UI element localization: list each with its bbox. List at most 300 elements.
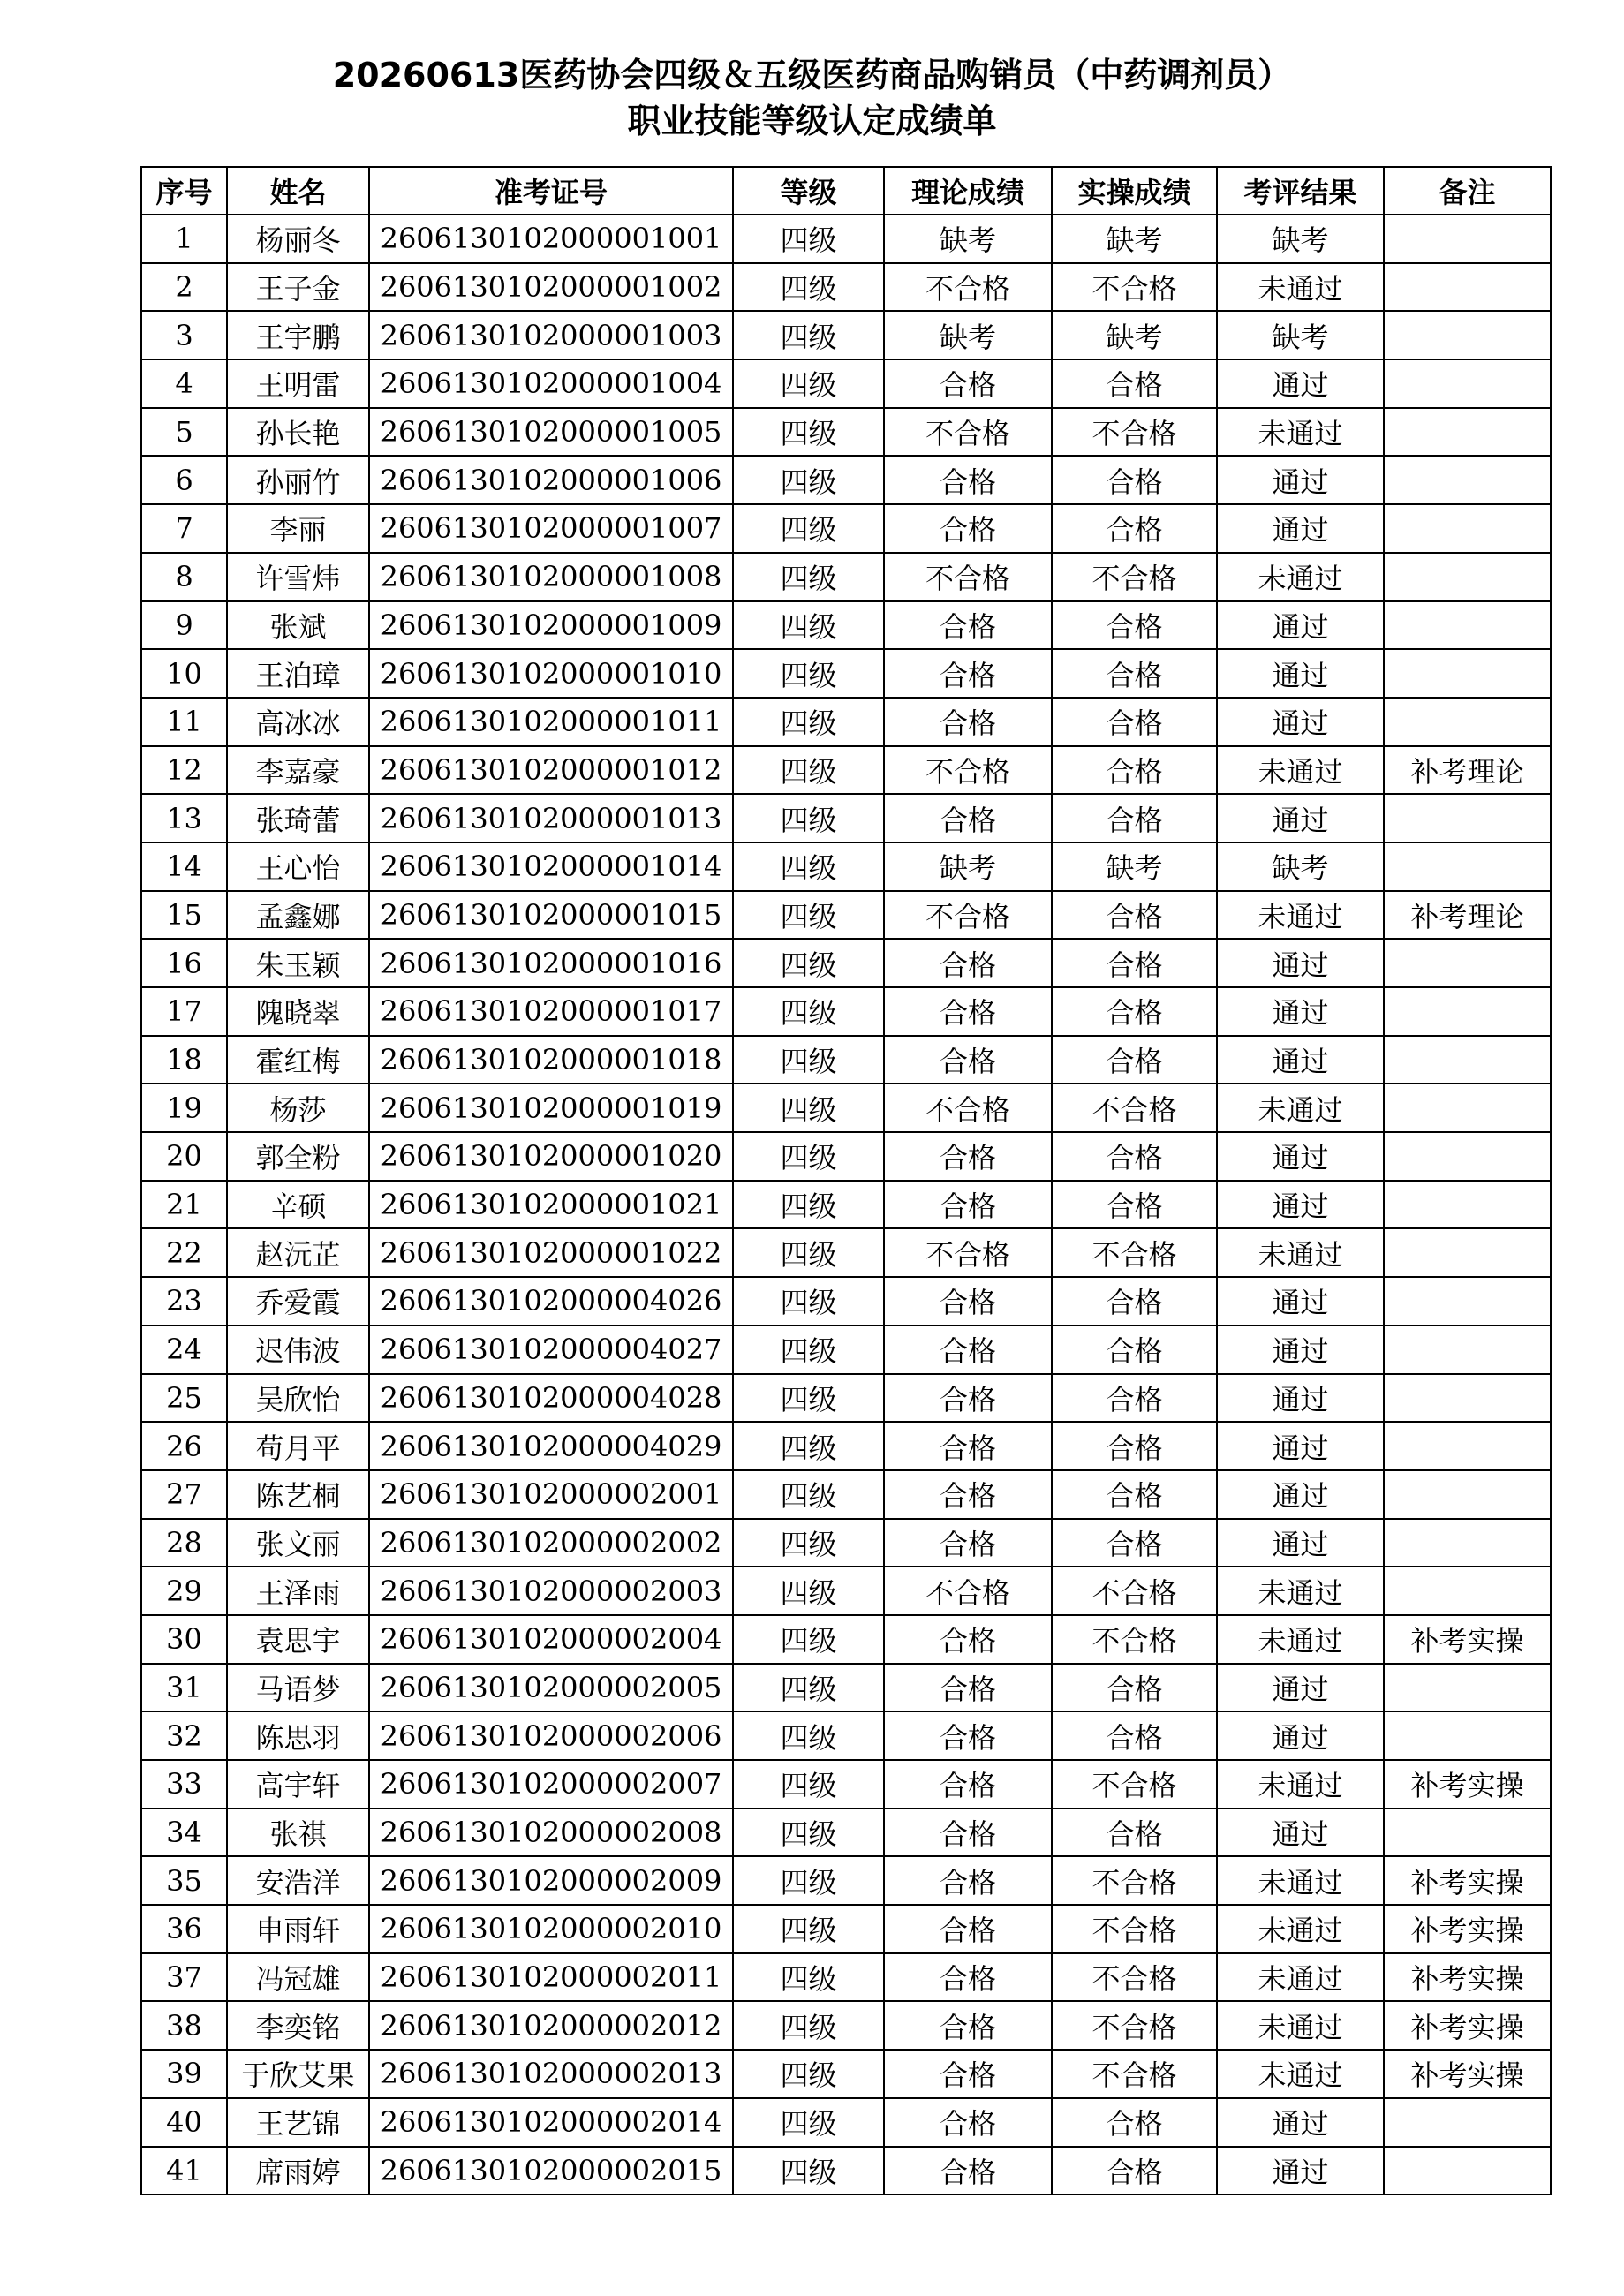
- exam-id-cell: 2606130102000002001: [369, 1470, 733, 1519]
- name-cell: 辛硕: [227, 1181, 369, 1229]
- table-row: [141, 263, 1551, 312]
- seq-cell: 33: [141, 1760, 227, 1809]
- seq-cell: 3: [141, 311, 227, 359]
- exam-id-cell: 2606130102000001016: [369, 939, 733, 987]
- name-cell: 朱玉颖: [227, 939, 369, 987]
- exam-id-cell: 2606130102000002005: [369, 1664, 733, 1712]
- seq-cell: 27: [141, 1470, 227, 1519]
- result-cell: 通过: [1217, 939, 1384, 987]
- remark-cell: 补考实操: [1384, 1905, 1551, 1953]
- theory-cell: 不合格: [884, 891, 1052, 940]
- table-body: [141, 215, 1551, 2194]
- practical-cell: 合格: [1052, 2147, 1217, 2195]
- remark-cell: 补考实操: [1384, 1856, 1551, 1905]
- result-cell: 通过: [1217, 987, 1384, 1036]
- table-row: [141, 987, 1551, 1036]
- result-cell: 未通过: [1217, 263, 1384, 312]
- result-cell: 通过: [1217, 698, 1384, 746]
- remark-cell: [1384, 842, 1551, 891]
- table-row: [141, 1905, 1551, 1953]
- level-cell: 四级: [733, 311, 884, 359]
- table-row: [141, 2147, 1551, 2195]
- table-row: [141, 456, 1551, 504]
- table-row: [141, 939, 1551, 987]
- remark-cell: [1384, 1470, 1551, 1519]
- level-cell: 四级: [733, 1084, 884, 1132]
- remark-cell: [1384, 1132, 1551, 1181]
- exam-id-cell: 2606130102000002012: [369, 2001, 733, 2050]
- seq-cell: 5: [141, 408, 227, 457]
- practical-cell: 不合格: [1052, 2001, 1217, 2050]
- name-cell: 赵沅芷: [227, 1228, 369, 1277]
- seq-cell: 4: [141, 359, 227, 408]
- practical-cell: 合格: [1052, 1325, 1217, 1374]
- practical-cell: 不合格: [1052, 1905, 1217, 1953]
- table-row: [141, 698, 1551, 746]
- name-cell: 袁思宇: [227, 1615, 369, 1664]
- table-row: [141, 1470, 1551, 1519]
- level-cell: 四级: [733, 359, 884, 408]
- practical-cell: 合格: [1052, 2098, 1217, 2147]
- level-cell: 四级: [733, 1325, 884, 1374]
- practical-cell: 合格: [1052, 698, 1217, 746]
- name-cell: 迟伟波: [227, 1325, 369, 1374]
- table-row: [141, 1084, 1551, 1132]
- theory-cell: 不合格: [884, 1567, 1052, 1615]
- table-row: [141, 746, 1551, 795]
- practical-cell: 合格: [1052, 601, 1217, 650]
- theory-cell: 合格: [884, 1519, 1052, 1567]
- practical-cell: 不合格: [1052, 1856, 1217, 1905]
- practical-cell: 合格: [1052, 504, 1217, 553]
- exam-id-cell: 2606130102000001009: [369, 601, 733, 650]
- name-cell: 隗晓翠: [227, 987, 369, 1036]
- table-row: [141, 1809, 1551, 1857]
- name-cell: 王泽雨: [227, 1567, 369, 1615]
- remark-cell: [1384, 504, 1551, 553]
- result-cell: 未通过: [1217, 1856, 1384, 1905]
- col-header-practical: 实操成绩: [1052, 167, 1217, 215]
- result-cell: 通过: [1217, 359, 1384, 408]
- theory-cell: 合格: [884, 1325, 1052, 1374]
- exam-id-cell: 2606130102000001019: [369, 1084, 733, 1132]
- level-cell: 四级: [733, 1664, 884, 1712]
- remark-cell: [1384, 1036, 1551, 1084]
- level-cell: 四级: [733, 1277, 884, 1325]
- exam-id-cell: 2606130102000001017: [369, 987, 733, 1036]
- name-cell: 李嘉豪: [227, 746, 369, 795]
- result-cell: 通过: [1217, 456, 1384, 504]
- remark-cell: [1384, 1084, 1551, 1132]
- theory-cell: 不合格: [884, 553, 1052, 601]
- table-row: [141, 1325, 1551, 1374]
- level-cell: 四级: [733, 2050, 884, 2098]
- result-cell: 通过: [1217, 794, 1384, 842]
- result-cell: 缺考: [1217, 215, 1384, 263]
- level-cell: 四级: [733, 601, 884, 650]
- exam-id-cell: 2606130102000002009: [369, 1856, 733, 1905]
- seq-cell: 31: [141, 1664, 227, 1712]
- exam-id-cell: 2606130102000001002: [369, 263, 733, 312]
- exam-id-cell: 2606130102000001018: [369, 1036, 733, 1084]
- practical-cell: 合格: [1052, 1470, 1217, 1519]
- remark-cell: [1384, 1277, 1551, 1325]
- practical-cell: 不合格: [1052, 2050, 1217, 2098]
- level-cell: 四级: [733, 746, 884, 795]
- level-cell: 四级: [733, 1132, 884, 1181]
- remark-cell: [1384, 1519, 1551, 1567]
- practical-cell: 合格: [1052, 359, 1217, 408]
- remark-cell: [1384, 215, 1551, 263]
- name-cell: 冯冠雄: [227, 1953, 369, 2002]
- remark-cell: [1384, 601, 1551, 650]
- practical-cell: 不合格: [1052, 408, 1217, 457]
- level-cell: 四级: [733, 2001, 884, 2050]
- remark-cell: [1384, 2147, 1551, 2195]
- practical-cell: 合格: [1052, 1181, 1217, 1229]
- name-cell: 王明雷: [227, 359, 369, 408]
- level-cell: 四级: [733, 1905, 884, 1953]
- theory-cell: 合格: [884, 2001, 1052, 2050]
- seq-cell: 22: [141, 1228, 227, 1277]
- level-cell: 四级: [733, 698, 884, 746]
- theory-cell: 合格: [884, 1953, 1052, 2002]
- result-cell: 未通过: [1217, 1905, 1384, 1953]
- exam-id-cell: 2606130102000001022: [369, 1228, 733, 1277]
- practical-cell: 合格: [1052, 1711, 1217, 1760]
- level-cell: 四级: [733, 1422, 884, 1470]
- name-cell: 安浩洋: [227, 1856, 369, 1905]
- table-row: [141, 1277, 1551, 1325]
- practical-cell: 合格: [1052, 1277, 1217, 1325]
- seq-cell: 37: [141, 1953, 227, 2002]
- seq-cell: 29: [141, 1567, 227, 1615]
- name-cell: 张文丽: [227, 1519, 369, 1567]
- theory-cell: 合格: [884, 1711, 1052, 1760]
- result-cell: 通过: [1217, 1470, 1384, 1519]
- remark-cell: [1384, 649, 1551, 698]
- seq-cell: 39: [141, 2050, 227, 2098]
- result-cell: 未通过: [1217, 1760, 1384, 1809]
- exam-id-cell: 2606130102000001013: [369, 794, 733, 842]
- theory-cell: 合格: [884, 1036, 1052, 1084]
- practical-cell: 合格: [1052, 1664, 1217, 1712]
- name-cell: 张斌: [227, 601, 369, 650]
- remark-cell: [1384, 1422, 1551, 1470]
- table-row: [141, 1519, 1551, 1567]
- remark-cell: [1384, 939, 1551, 987]
- level-cell: 四级: [733, 1711, 884, 1760]
- level-cell: 四级: [733, 1470, 884, 1519]
- theory-cell: 合格: [884, 1615, 1052, 1664]
- theory-cell: 不合格: [884, 408, 1052, 457]
- seq-cell: 13: [141, 794, 227, 842]
- col-header-level: 等级: [733, 167, 884, 215]
- exam-id-cell: 2606130102000001021: [369, 1181, 733, 1229]
- practical-cell: 缺考: [1052, 215, 1217, 263]
- name-cell: 杨丽冬: [227, 215, 369, 263]
- seq-cell: 16: [141, 939, 227, 987]
- table-row: [141, 1760, 1551, 1809]
- exam-id-cell: 2606130102000002006: [369, 1711, 733, 1760]
- exam-id-cell: 2606130102000001014: [369, 842, 733, 891]
- name-cell: 郭全粉: [227, 1132, 369, 1181]
- exam-id-cell: 2606130102000002011: [369, 1953, 733, 2002]
- theory-cell: 合格: [884, 794, 1052, 842]
- practical-cell: 缺考: [1052, 311, 1217, 359]
- theory-cell: 合格: [884, 504, 1052, 553]
- theory-cell: 合格: [884, 1181, 1052, 1229]
- col-header-theory: 理论成绩: [884, 167, 1052, 215]
- exam-id-cell: 2606130102000002008: [369, 1809, 733, 1857]
- name-cell: 张琦蕾: [227, 794, 369, 842]
- exam-id-cell: 2606130102000002014: [369, 2098, 733, 2147]
- seq-cell: 12: [141, 746, 227, 795]
- theory-cell: 合格: [884, 1277, 1052, 1325]
- result-cell: 通过: [1217, 2147, 1384, 2195]
- col-header-exam-id: 准考证号: [369, 167, 733, 215]
- name-cell: 孙丽竹: [227, 456, 369, 504]
- level-cell: 四级: [733, 263, 884, 312]
- exam-id-cell: 2606130102000002004: [369, 1615, 733, 1664]
- exam-id-cell: 2606130102000001006: [369, 456, 733, 504]
- title-line-1: 20260613医药协会四级＆五级医药商品购销员（中药调剂员）: [332, 56, 1292, 94]
- name-cell: 许雪炜: [227, 553, 369, 601]
- exam-id-cell: 2606130102000001001: [369, 215, 733, 263]
- theory-cell: 合格: [884, 456, 1052, 504]
- level-cell: 四级: [733, 1953, 884, 2002]
- seq-cell: 11: [141, 698, 227, 746]
- remark-cell: [1384, 698, 1551, 746]
- level-cell: 四级: [733, 842, 884, 891]
- level-cell: 四级: [733, 939, 884, 987]
- col-header-name: 姓名: [227, 167, 369, 215]
- result-cell: 通过: [1217, 649, 1384, 698]
- table-row: [141, 359, 1551, 408]
- table-row: [141, 794, 1551, 842]
- result-cell: 通过: [1217, 1277, 1384, 1325]
- table-row: [141, 1228, 1551, 1277]
- level-cell: 四级: [733, 1374, 884, 1423]
- theory-cell: 合格: [884, 1422, 1052, 1470]
- theory-cell: 缺考: [884, 842, 1052, 891]
- exam-id-cell: 2606130102000002015: [369, 2147, 733, 2195]
- theory-cell: 缺考: [884, 215, 1052, 263]
- name-cell: 张祺: [227, 1809, 369, 1857]
- level-cell: 四级: [733, 1567, 884, 1615]
- seq-cell: 30: [141, 1615, 227, 1664]
- name-cell: 乔爱霞: [227, 1277, 369, 1325]
- practical-cell: 不合格: [1052, 1084, 1217, 1132]
- name-cell: 孟鑫娜: [227, 891, 369, 940]
- theory-cell: 合格: [884, 1664, 1052, 1712]
- seq-cell: 2: [141, 263, 227, 312]
- col-header-remark: 备注: [1384, 167, 1551, 215]
- remark-cell: 补考实操: [1384, 1615, 1551, 1664]
- header-row: [141, 167, 1551, 215]
- table-row: [141, 1664, 1551, 1712]
- title-line-2: 职业技能等级认定成绩单: [627, 102, 997, 140]
- practical-cell: 合格: [1052, 1422, 1217, 1470]
- seq-cell: 34: [141, 1809, 227, 1857]
- seq-cell: 26: [141, 1422, 227, 1470]
- theory-cell: 合格: [884, 939, 1052, 987]
- exam-id-cell: 2606130102000002003: [369, 1567, 733, 1615]
- theory-cell: 不合格: [884, 1084, 1052, 1132]
- practical-cell: 合格: [1052, 891, 1217, 940]
- level-cell: 四级: [733, 1809, 884, 1857]
- remark-cell: [1384, 553, 1551, 601]
- theory-cell: 合格: [884, 649, 1052, 698]
- practical-cell: 合格: [1052, 1132, 1217, 1181]
- level-cell: 四级: [733, 456, 884, 504]
- theory-cell: 合格: [884, 2098, 1052, 2147]
- practical-cell: 缺考: [1052, 842, 1217, 891]
- seq-cell: 20: [141, 1132, 227, 1181]
- practical-cell: 合格: [1052, 649, 1217, 698]
- result-cell: 缺考: [1217, 842, 1384, 891]
- theory-cell: 合格: [884, 1132, 1052, 1181]
- seq-cell: 15: [141, 891, 227, 940]
- table-row: [141, 215, 1551, 263]
- exam-id-cell: 2606130102000001007: [369, 504, 733, 553]
- table-row: [141, 891, 1551, 940]
- remark-cell: [1384, 1567, 1551, 1615]
- remark-cell: 补考理论: [1384, 891, 1551, 940]
- practical-cell: 合格: [1052, 794, 1217, 842]
- practical-cell: 合格: [1052, 987, 1217, 1036]
- theory-cell: 不合格: [884, 1228, 1052, 1277]
- result-cell: 通过: [1217, 1036, 1384, 1084]
- level-cell: 四级: [733, 504, 884, 553]
- exam-id-cell: 2606130102000004029: [369, 1422, 733, 1470]
- name-cell: 王艺锦: [227, 2098, 369, 2147]
- level-cell: 四级: [733, 1181, 884, 1229]
- remark-cell: [1384, 408, 1551, 457]
- name-cell: 王宇鹏: [227, 311, 369, 359]
- table-row: [141, 1856, 1551, 1905]
- level-cell: 四级: [733, 215, 884, 263]
- exam-id-cell: 2606130102000001005: [369, 408, 733, 457]
- seq-cell: 28: [141, 1519, 227, 1567]
- exam-id-cell: 2606130102000001010: [369, 649, 733, 698]
- name-cell: 席雨婷: [227, 2147, 369, 2195]
- name-cell: 陈艺桐: [227, 1470, 369, 1519]
- seq-cell: 1: [141, 215, 227, 263]
- seq-cell: 41: [141, 2147, 227, 2195]
- exam-id-cell: 2606130102000001008: [369, 553, 733, 601]
- name-cell: 吴欣怡: [227, 1374, 369, 1423]
- theory-cell: 合格: [884, 359, 1052, 408]
- name-cell: 陈思羽: [227, 1711, 369, 1760]
- result-cell: 通过: [1217, 1519, 1384, 1567]
- remark-cell: [1384, 794, 1551, 842]
- remark-cell: [1384, 987, 1551, 1036]
- col-header-result: 考评结果: [1217, 167, 1384, 215]
- seq-cell: 24: [141, 1325, 227, 1374]
- seq-cell: 32: [141, 1711, 227, 1760]
- result-cell: 未通过: [1217, 891, 1384, 940]
- remark-cell: [1384, 2098, 1551, 2147]
- name-cell: 杨莎: [227, 1084, 369, 1132]
- exam-id-cell: 2606130102000004026: [369, 1277, 733, 1325]
- score-table: [140, 166, 1552, 2195]
- theory-cell: 合格: [884, 1905, 1052, 1953]
- theory-cell: 合格: [884, 601, 1052, 650]
- theory-cell: 合格: [884, 1809, 1052, 1857]
- remark-cell: [1384, 1809, 1551, 1857]
- level-cell: 四级: [733, 2098, 884, 2147]
- exam-id-cell: 2606130102000001011: [369, 698, 733, 746]
- level-cell: 四级: [733, 1760, 884, 1809]
- theory-cell: 合格: [884, 2050, 1052, 2098]
- exam-id-cell: 2606130102000002013: [369, 2050, 733, 2098]
- practical-cell: 不合格: [1052, 1228, 1217, 1277]
- seq-cell: 19: [141, 1084, 227, 1132]
- result-cell: 通过: [1217, 1374, 1384, 1423]
- practical-cell: 合格: [1052, 1036, 1217, 1084]
- table-row: [141, 2098, 1551, 2147]
- table-row: [141, 1422, 1551, 1470]
- level-cell: 四级: [733, 794, 884, 842]
- name-cell: 李丽: [227, 504, 369, 553]
- table-row: [141, 1374, 1551, 1423]
- name-cell: 马语梦: [227, 1664, 369, 1712]
- theory-cell: 合格: [884, 698, 1052, 746]
- result-cell: 未通过: [1217, 1953, 1384, 2002]
- seq-cell: 7: [141, 504, 227, 553]
- practical-cell: 不合格: [1052, 1567, 1217, 1615]
- name-cell: 高宇轩: [227, 1760, 369, 1809]
- table-row: [141, 1181, 1551, 1229]
- remark-cell: [1384, 1711, 1551, 1760]
- remark-cell: [1384, 263, 1551, 312]
- remark-cell: [1384, 359, 1551, 408]
- level-cell: 四级: [733, 553, 884, 601]
- result-cell: 通过: [1217, 601, 1384, 650]
- seq-cell: 23: [141, 1277, 227, 1325]
- table-row: [141, 2001, 1551, 2050]
- result-cell: 未通过: [1217, 746, 1384, 795]
- seq-cell: 36: [141, 1905, 227, 1953]
- seq-cell: 8: [141, 553, 227, 601]
- table-row: [141, 1132, 1551, 1181]
- level-cell: 四级: [733, 649, 884, 698]
- result-cell: 未通过: [1217, 408, 1384, 457]
- table-row: [141, 1711, 1551, 1760]
- practical-cell: 合格: [1052, 746, 1217, 795]
- result-cell: 通过: [1217, 1422, 1384, 1470]
- name-cell: 高冰冰: [227, 698, 369, 746]
- name-cell: 王子金: [227, 263, 369, 312]
- practical-cell: 合格: [1052, 1519, 1217, 1567]
- practical-cell: 合格: [1052, 939, 1217, 987]
- result-cell: 通过: [1217, 2098, 1384, 2147]
- exam-id-cell: 2606130102000004028: [369, 1374, 733, 1423]
- exam-id-cell: 2606130102000002010: [369, 1905, 733, 1953]
- result-cell: 缺考: [1217, 311, 1384, 359]
- seq-cell: 38: [141, 2001, 227, 2050]
- practical-cell: 合格: [1052, 1809, 1217, 1857]
- table-row: [141, 842, 1551, 891]
- seq-cell: 40: [141, 2098, 227, 2147]
- level-cell: 四级: [733, 1228, 884, 1277]
- theory-cell: 合格: [884, 1760, 1052, 1809]
- table-row: [141, 1615, 1551, 1664]
- level-cell: 四级: [733, 408, 884, 457]
- exam-id-cell: 2606130102000001003: [369, 311, 733, 359]
- theory-cell: 缺考: [884, 311, 1052, 359]
